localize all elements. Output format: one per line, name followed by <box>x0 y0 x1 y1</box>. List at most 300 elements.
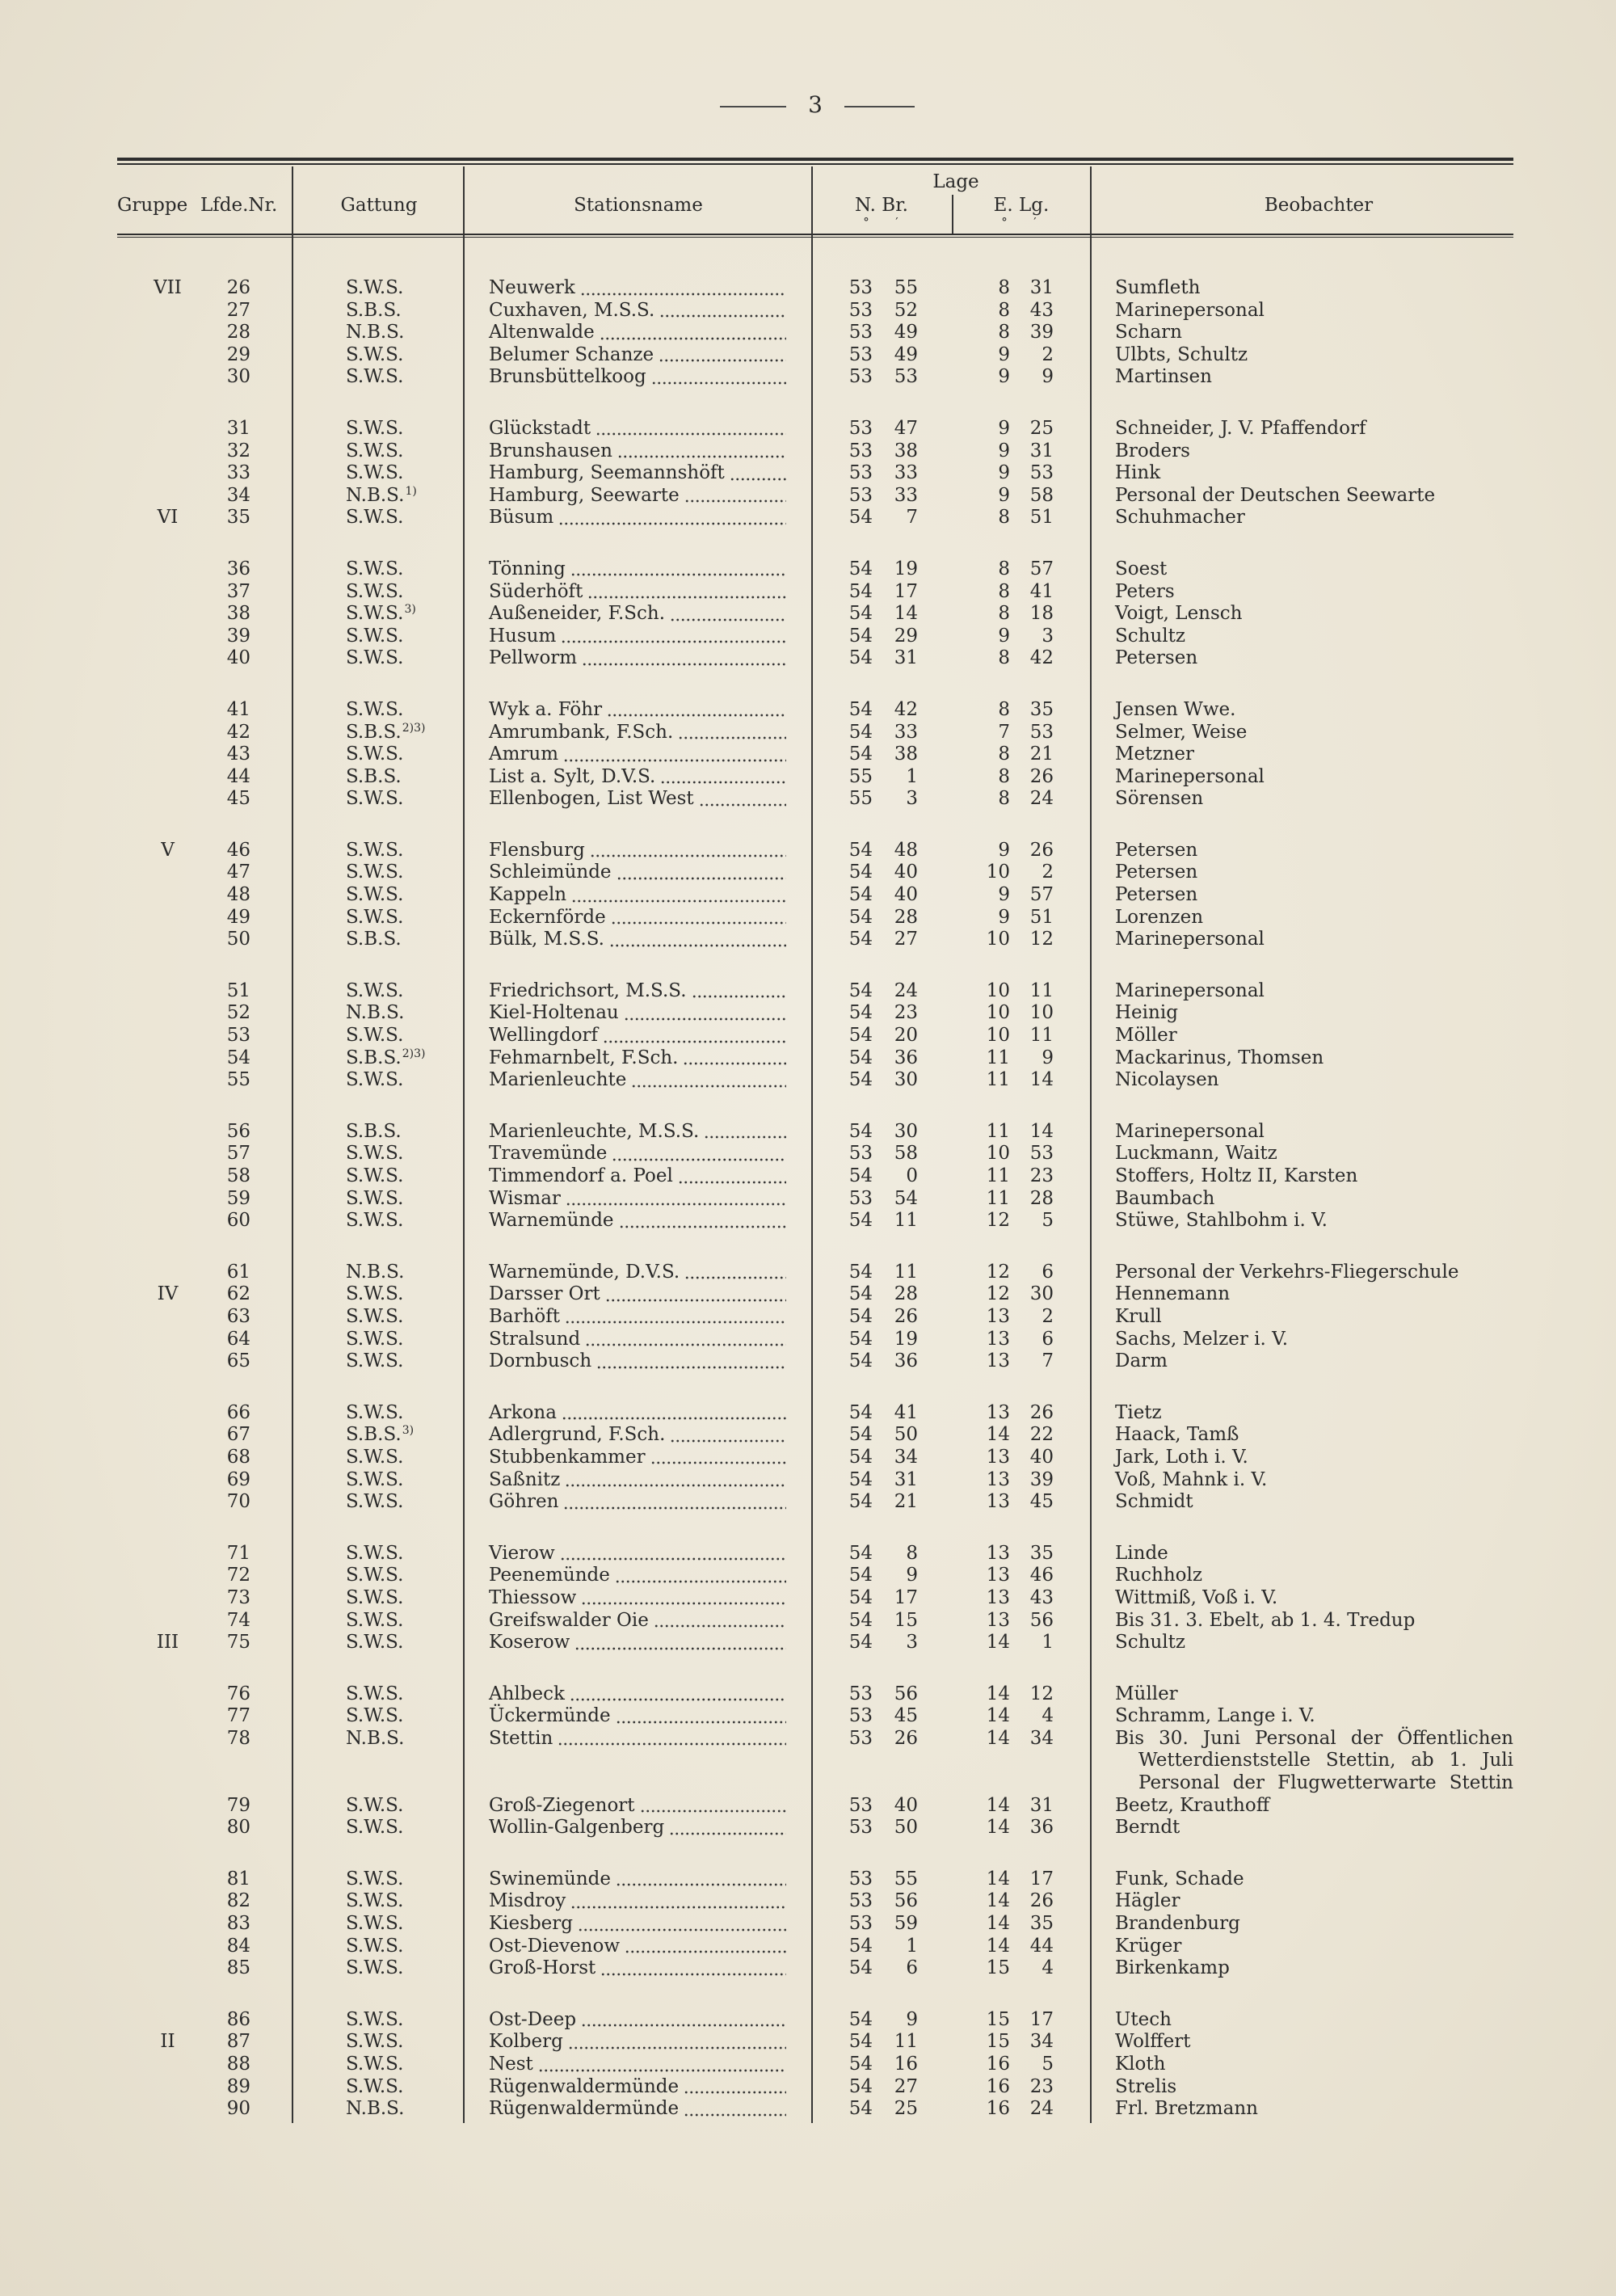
table-row <box>0 907 1616 929</box>
dot-leader <box>581 1587 786 1610</box>
lfde-nr-cell: 55 <box>226 1069 250 1091</box>
gattung-text: S.W.S. <box>346 1565 404 1586</box>
gattung-text: S.W.S. <box>346 1542 404 1564</box>
n-br-degrees: 54 <box>848 1957 873 1979</box>
station-cell <box>489 344 786 367</box>
dot-leader <box>651 366 786 389</box>
station-name: Groß-Ziegenort <box>489 1794 635 1816</box>
gattung-cell <box>346 788 403 811</box>
beobachter-cell <box>1115 1705 1513 1728</box>
table-row <box>0 1632 1616 1654</box>
beobachter-line: Personal der Verkehrs-Fliegerschule <box>1115 1261 1459 1283</box>
table-row <box>0 722 1616 744</box>
beobachter-cell <box>1115 507 1513 529</box>
station-name: Marienleuchte, M.S.S. <box>489 1120 700 1142</box>
beobachter-line: Marinepersonal <box>1115 929 1265 950</box>
n-br-minutes: 52 <box>894 299 918 321</box>
n-br-minutes: 30 <box>894 1069 918 1091</box>
lfde-nr-cell: 75 <box>226 1632 250 1654</box>
e-lg-degrees: 14 <box>986 1727 1010 1749</box>
station-cell <box>489 485 786 508</box>
table-row <box>0 2098 1616 2121</box>
gattung-text: S.B.S. <box>346 765 402 787</box>
e-lg-minutes: 21 <box>1029 744 1054 765</box>
table-row <box>0 699 1616 722</box>
beobachter-cell <box>1115 1306 1513 1329</box>
e-lg-minutes: 40 <box>1029 1446 1054 1468</box>
n-br-degrees: 54 <box>848 1446 873 1468</box>
e-lg-minutes: 28 <box>1029 1187 1054 1209</box>
gattung-text: S.W.S. <box>346 1705 404 1727</box>
e-lg-degrees: 14 <box>986 1913 1010 1935</box>
e-lg-minutes: 35 <box>1029 1913 1054 1935</box>
e-lg-degrees: 14 <box>986 1890 1010 1912</box>
e-lg-minutes: 43 <box>1029 299 1054 321</box>
dot-leader <box>670 1424 786 1447</box>
e-lg-degrees: 8 <box>998 603 1010 625</box>
gattung-cell <box>346 1705 403 1728</box>
gattung-text: S.B.S. <box>346 299 402 321</box>
gattung-cell <box>346 558 403 581</box>
gattung-text: S.B.S. <box>346 1424 402 1446</box>
beobachter-line: Personal der Flugwetterwarte Stettin <box>1138 1772 1513 1794</box>
dot-leader <box>615 1565 786 1587</box>
gattung-text: S.W.S. <box>346 1491 404 1513</box>
dot-leader <box>684 1262 786 1284</box>
e-lg-minutes: 36 <box>1029 1817 1054 1839</box>
gattung-cell <box>346 1329 403 1351</box>
beobachter-line: Frl. Bretzmann <box>1115 2098 1258 2120</box>
beobachter-line: Müller <box>1115 1683 1178 1704</box>
beobachter-line: Stüwe, Stahlbohm i. V. <box>1115 1210 1328 1232</box>
gattung-cell <box>346 744 403 766</box>
n-br-degrees: 54 <box>848 625 873 647</box>
e-lg-minutes: 5 <box>1042 2054 1054 2075</box>
station-cell <box>489 1632 786 1654</box>
n-br-minutes: 3 <box>906 1632 918 1654</box>
gattung-cell <box>346 1469 403 1492</box>
gattung-text: S.W.S. <box>346 1069 404 1091</box>
gattung-text: N.B.S. <box>346 1002 405 1024</box>
n-br-minutes: 28 <box>894 906 918 928</box>
table-top-rule <box>117 158 1513 161</box>
dot-leader <box>563 1491 786 1514</box>
gattung-cell <box>346 2031 403 2054</box>
table-row <box>0 558 1616 581</box>
dot-leader <box>669 1817 786 1839</box>
table-row <box>0 1565 1616 1587</box>
gattung-cell <box>346 907 403 929</box>
n-br-degrees: 54 <box>848 1935 873 1957</box>
n-br-minutes: 9 <box>906 1565 918 1586</box>
n-br-degrees: 53 <box>848 462 873 484</box>
gattung-cell <box>346 1188 403 1211</box>
table-row <box>0 840 1616 862</box>
n-br-degrees: 54 <box>848 2008 873 2030</box>
lfde-nr-cell: 88 <box>226 2054 250 2075</box>
n-br-degrees: 54 <box>848 1165 873 1186</box>
beobachter-line: Personal der Deutschen Seewarte <box>1115 484 1436 506</box>
n-br-minutes: 1 <box>906 1935 918 1957</box>
gattung-text: S.W.S. <box>346 1446 404 1468</box>
station-cell <box>489 440 786 463</box>
dot-leader <box>684 2076 786 2099</box>
e-lg-degrees: 8 <box>998 277 1010 298</box>
gattung-text: S.W.S. <box>346 1957 404 1979</box>
beobachter-cell <box>1115 1683 1513 1706</box>
beobachter-cell <box>1115 485 1513 508</box>
gattung-cell <box>346 1447 403 1469</box>
station-cell <box>489 840 786 862</box>
beobachter-line: Haack, Tamß <box>1115 1424 1239 1446</box>
dot-leader <box>568 2031 786 2054</box>
beobachter-line: Strelis <box>1115 2075 1177 2097</box>
station-cell <box>489 699 786 722</box>
beobachter-line: Schramm, Lange i. V. <box>1115 1705 1315 1727</box>
n-br-degrees: 53 <box>848 1890 873 1912</box>
dot-leader <box>538 2054 786 2076</box>
e-lg-minutes: 26 <box>1029 1401 1054 1423</box>
table-row <box>0 277 1616 300</box>
header-lfde-nr: Lfde.Nr. <box>200 195 278 216</box>
n-br-minutes: 36 <box>894 1350 918 1372</box>
e-lg-minutes: 42 <box>1029 647 1054 669</box>
gattung-cell <box>346 1817 403 1839</box>
station-cell <box>489 788 786 811</box>
n-br-degrees: 53 <box>848 1794 873 1816</box>
n-br-degrees: 54 <box>848 1468 873 1490</box>
station-cell <box>489 1610 786 1632</box>
station-cell <box>489 1728 786 1750</box>
lfde-nr-cell: 29 <box>226 343 250 365</box>
e-lg-minutes: 43 <box>1029 1586 1054 1608</box>
gattung-cell <box>346 862 403 884</box>
e-lg-degrees: 14 <box>986 1632 1010 1654</box>
dot-leader <box>624 1002 786 1025</box>
station-cell <box>489 1936 786 1958</box>
station-name: Cuxhaven, M.S.S. <box>489 299 655 321</box>
footnote-mark: 3) <box>404 603 416 617</box>
table-row <box>0 1424 1616 1447</box>
e-lg-degrees: 9 <box>998 440 1010 461</box>
gattung-text: N.B.S. <box>346 1727 405 1749</box>
station-cell <box>489 1047 786 1070</box>
table-row <box>0 1795 1616 1818</box>
beobachter-cell <box>1115 929 1513 951</box>
station-cell <box>489 462 786 485</box>
table-row <box>0 1165 1616 1188</box>
e-lg-minutes: 26 <box>1029 765 1054 787</box>
table-row <box>0 980 1616 1003</box>
e-lg-degrees: 11 <box>986 1047 1010 1068</box>
row-group <box>0 1121 1616 1232</box>
beobachter-cell <box>1115 1143 1513 1165</box>
gattung-cell <box>346 1587 403 1610</box>
n-br-degrees: 54 <box>848 698 873 720</box>
n-br-minutes: 3 <box>906 788 918 810</box>
header-n-br-minute-mark: ′ <box>895 215 898 230</box>
header-e-lg: E. Lg. <box>993 195 1050 216</box>
station-cell <box>489 1283 786 1306</box>
dot-leader <box>616 1705 786 1728</box>
station-name: Peenemünde <box>489 1565 610 1586</box>
e-lg-minutes: 12 <box>1029 929 1054 950</box>
dot-leader <box>570 558 786 581</box>
e-lg-minutes: 22 <box>1029 1424 1054 1446</box>
table-row <box>0 929 1616 951</box>
e-lg-degrees: 16 <box>986 2075 1010 2097</box>
lfde-nr-cell: 38 <box>226 603 250 625</box>
dot-leader <box>587 581 786 604</box>
dot-leader <box>609 929 786 951</box>
beobachter-line: Darm <box>1115 1350 1168 1372</box>
e-lg-degrees: 11 <box>986 1120 1010 1142</box>
beobachter-cell <box>1115 558 1513 581</box>
e-lg-degrees: 13 <box>986 1328 1010 1350</box>
lfde-nr-cell: 46 <box>226 839 250 861</box>
n-br-minutes: 9 <box>906 2008 918 2030</box>
table-row <box>0 626 1616 648</box>
station-name: Misdroy <box>489 1890 566 1912</box>
dot-leader <box>612 1143 786 1165</box>
gattung-text: S.W.S. <box>346 2008 404 2030</box>
e-lg-minutes: 30 <box>1029 1283 1054 1305</box>
e-lg-minutes: 5 <box>1042 1210 1054 1232</box>
station-cell <box>489 1069 786 1092</box>
lfde-nr-cell: 50 <box>226 929 250 950</box>
gattung-cell <box>346 1957 403 1980</box>
gattung-text: S.W.S. <box>346 1794 404 1816</box>
e-lg-minutes: 53 <box>1029 462 1054 484</box>
dot-leader <box>617 440 786 463</box>
lfde-nr-cell: 87 <box>226 2031 250 2053</box>
beobachter-line: Soest <box>1115 558 1168 579</box>
dot-leader <box>571 884 786 907</box>
gattung-cell <box>346 1543 403 1565</box>
station-name: Koserow <box>489 1632 570 1654</box>
e-lg-minutes: 7 <box>1042 1350 1054 1372</box>
table-row <box>0 1610 1616 1632</box>
beobachter-cell <box>1115 1283 1513 1306</box>
gattung-cell <box>346 1262 404 1284</box>
beobachter-cell <box>1115 1262 1513 1284</box>
gattung-cell <box>346 1936 403 1958</box>
beobachter-line: Schultz <box>1115 625 1185 647</box>
lfde-nr-cell: 64 <box>226 1328 250 1350</box>
beobachter-line: Martinsen <box>1115 366 1212 388</box>
beobachter-cell <box>1115 366 1513 389</box>
gattung-text: S.W.S. <box>346 862 404 883</box>
beobachter-line: Luckmann, Waitz <box>1115 1143 1277 1165</box>
beobachter-cell <box>1115 1957 1513 1980</box>
table-row <box>0 1306 1616 1329</box>
beobachter-cell <box>1115 1424 1513 1447</box>
station-cell <box>489 507 786 529</box>
gattung-cell <box>346 1165 403 1188</box>
gattung-text: S.W.S. <box>346 1187 404 1209</box>
station-name: Warnemünde, D.V.S. <box>489 1261 680 1283</box>
n-br-minutes: 0 <box>906 1165 918 1186</box>
n-br-minutes: 26 <box>894 1305 918 1327</box>
lfde-nr-cell: 57 <box>226 1143 250 1165</box>
beobachter-line: Metzner <box>1115 744 1194 765</box>
beobachter-cell <box>1115 1890 1513 1913</box>
beobachter-line: Brandenburg <box>1115 1913 1240 1935</box>
station-cell <box>489 322 786 344</box>
header-lage: Lage <box>932 171 979 192</box>
gruppe-cell: VI <box>157 507 179 529</box>
gattung-cell <box>346 1610 403 1632</box>
gattung-cell <box>346 1683 403 1706</box>
footnote-mark: 3) <box>402 1424 415 1438</box>
dot-leader <box>565 1469 786 1492</box>
e-lg-minutes: 14 <box>1029 1120 1054 1142</box>
e-lg-minutes: 44 <box>1029 1935 1054 1957</box>
n-br-minutes: 31 <box>894 647 918 669</box>
station-cell <box>489 1705 786 1728</box>
station-name: List a. Sylt, D.V.S. <box>489 765 656 787</box>
lfde-nr-cell: 36 <box>226 558 250 579</box>
gattung-cell <box>346 929 402 951</box>
beobachter-cell <box>1115 603 1513 626</box>
gattung-cell <box>346 1565 403 1587</box>
beobachter-cell <box>1115 980 1513 1003</box>
table-row <box>0 1047 1616 1070</box>
station-name: Amrumbank, F.Sch. <box>489 721 674 743</box>
n-br-degrees: 53 <box>848 1817 873 1839</box>
station-name: Rügenwaldermünde <box>489 2075 680 2097</box>
dot-leader <box>578 1913 786 1936</box>
station-name: Kolberg <box>489 2031 563 2053</box>
station-cell <box>489 1262 786 1284</box>
e-lg-minutes: 1 <box>1042 1632 1054 1654</box>
station-cell <box>489 907 786 929</box>
station-cell <box>489 1913 786 1936</box>
gattung-text: S.W.S. <box>346 1165 404 1186</box>
station-name: Nest <box>489 2054 533 2075</box>
n-br-degrees: 54 <box>848 1210 873 1232</box>
lfde-nr-cell: 86 <box>226 2008 250 2030</box>
e-lg-degrees: 8 <box>998 765 1010 787</box>
beobachter-cell <box>1115 581 1513 604</box>
station-name: Marienleuchte <box>489 1069 627 1091</box>
gattung-cell <box>346 647 403 670</box>
n-br-degrees: 54 <box>848 1025 873 1047</box>
gattung-text: S.W.S. <box>346 1283 404 1305</box>
beobachter-cell <box>1115 418 1513 440</box>
table-row <box>0 1868 1616 1891</box>
beobachter-cell <box>1115 300 1513 322</box>
beobachter-cell <box>1115 1728 1513 1795</box>
e-lg-degrees: 15 <box>986 2031 1010 2053</box>
station-cell <box>489 862 786 884</box>
table-row <box>0 1121 1616 1144</box>
e-lg-minutes: 51 <box>1029 906 1054 928</box>
station-name: Kappeln <box>489 884 567 906</box>
n-br-degrees: 54 <box>848 1609 873 1631</box>
n-br-minutes: 27 <box>894 2075 918 2097</box>
beobachter-line: Wetterdienststelle Stettin, ab 1. Juli <box>1138 1750 1513 1772</box>
header-e-lg-minute-mark: ′ <box>1033 215 1037 230</box>
e-lg-degrees: 15 <box>986 2008 1010 2030</box>
gattung-cell <box>346 1210 403 1232</box>
beobachter-cell <box>1115 1795 1513 1818</box>
e-lg-minutes: 11 <box>1029 1025 1054 1047</box>
lfde-nr-cell: 40 <box>226 647 250 669</box>
footnote-mark: 2)3) <box>402 721 426 735</box>
e-lg-minutes: 4 <box>1042 1957 1054 1979</box>
dot-leader <box>590 840 786 862</box>
station-cell <box>489 1402 786 1425</box>
n-br-degrees: 54 <box>848 580 873 602</box>
dot-leader <box>566 1188 786 1211</box>
dot-leader <box>684 2098 786 2121</box>
gattung-text: S.W.S. <box>346 1817 404 1839</box>
station-cell <box>489 581 786 604</box>
beobachter-line: Stoffers, Holtz II, Karsten <box>1115 1165 1358 1186</box>
e-lg-minutes: 51 <box>1029 507 1054 529</box>
station-name: Hamburg, Seewarte <box>489 484 680 506</box>
e-lg-minutes: 3 <box>1042 625 1054 647</box>
beobachter-line: Wittmiß, Voß i. V. <box>1115 1586 1278 1608</box>
n-br-degrees: 54 <box>848 744 873 765</box>
n-br-minutes: 25 <box>894 2098 918 2120</box>
e-lg-degrees: 14 <box>986 1683 1010 1704</box>
dot-leader <box>595 418 786 440</box>
row-group <box>0 1402 1616 1514</box>
table-row <box>0 1543 1616 1565</box>
table-row <box>0 1069 1616 1092</box>
gattung-cell <box>346 485 417 508</box>
e-lg-minutes: 18 <box>1029 603 1054 625</box>
beobachter-line: Möller <box>1115 1025 1177 1047</box>
station-name: Wellingdorf <box>489 1025 599 1047</box>
beobachter-cell <box>1115 722 1513 744</box>
station-cell <box>489 1121 786 1144</box>
beobachter-cell <box>1115 1350 1513 1373</box>
table-row <box>0 1469 1616 1492</box>
lfde-nr-cell: 74 <box>226 1609 250 1631</box>
gattung-cell <box>346 366 403 389</box>
station-cell <box>489 1565 786 1587</box>
dot-leader <box>560 1543 786 1565</box>
e-lg-degrees: 12 <box>986 1210 1010 1232</box>
gattung-text: S.B.S. <box>346 929 402 950</box>
station-cell <box>489 2031 786 2054</box>
dot-leader <box>605 1283 786 1306</box>
station-name: Stubbenkammer <box>489 1446 646 1468</box>
gattung-cell <box>346 1350 403 1373</box>
gattung-cell <box>346 1424 414 1447</box>
station-name: Büsum <box>489 507 554 529</box>
n-br-degrees: 53 <box>848 1143 873 1165</box>
gattung-text: S.W.S. <box>346 1350 404 1372</box>
beobachter-line: Krüger <box>1115 1935 1182 1957</box>
lfde-nr-cell: 90 <box>226 2098 250 2120</box>
beobachter-line: Petersen <box>1115 884 1198 906</box>
dot-leader <box>581 2009 786 2032</box>
dot-leader <box>704 1121 786 1144</box>
gattung-text: S.W.S. <box>346 625 404 647</box>
beobachter-line: Sörensen <box>1115 788 1204 810</box>
e-lg-degrees: 13 <box>986 1565 1010 1586</box>
table-row <box>0 744 1616 766</box>
beobachter-cell <box>1115 2054 1513 2076</box>
gattung-cell <box>346 462 403 485</box>
e-lg-degrees: 13 <box>986 1491 1010 1513</box>
n-br-minutes: 36 <box>894 1047 918 1068</box>
e-lg-minutes: 25 <box>1029 417 1054 439</box>
